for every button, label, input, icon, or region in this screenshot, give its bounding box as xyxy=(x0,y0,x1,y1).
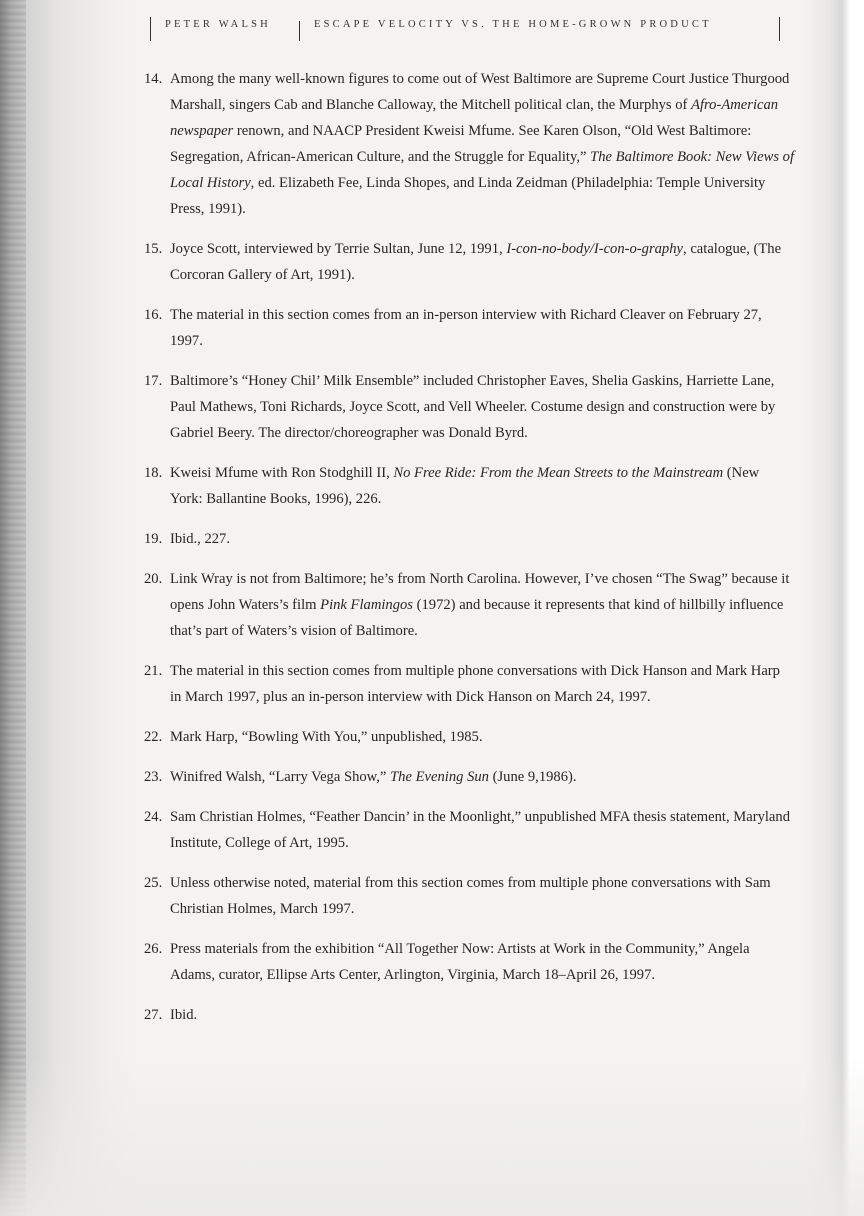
running-header xyxy=(150,17,780,41)
header-title: ESCAPE VELOCITY VS. THE HOME-GROWN PRODUCT xyxy=(314,19,712,30)
endnote-item xyxy=(144,764,794,790)
endnote-text-segment: (New York: Ballantine Books, 1996), 226. xyxy=(170,465,760,507)
endnote-text-segment: Press materials from the exhibition “All Together Now: Artists at Work in the Community,” Angela Adams, curator, Ellipse Arts Center, Arlington, Virginia, March 18–April 26, 1997. xyxy=(170,941,750,983)
endnote-item xyxy=(144,870,794,922)
endnote-number: 24. xyxy=(144,809,163,825)
endnote-text xyxy=(170,663,780,705)
endnote-text xyxy=(170,941,750,983)
endnote-item xyxy=(144,302,794,354)
endnote-number: 25. xyxy=(144,875,163,891)
endnote-item xyxy=(144,66,794,222)
endnote-text xyxy=(170,373,775,441)
endnote-item xyxy=(144,724,794,750)
endnote-text-segment: (June 9,1986). xyxy=(488,769,577,785)
endnote-text-segment: Sam Christian Holmes, “Feather Dancin’ in the Moonlight,” unpublished MFA thesis statement, Maryland Institute, College of Art, 1995. xyxy=(170,809,791,851)
endnote-text-segment: (1972) and because it represents that kind of hillbilly influence that’s part of Waters’s vision of Baltimore. xyxy=(170,597,784,639)
endnote-text-segment: Winifred Walsh, “Larry Vega Show,” xyxy=(170,769,391,785)
endnote-text xyxy=(170,307,762,349)
endnote-italic-title: No Free Ride: From the Mean Streets to the Mainstream xyxy=(393,465,724,481)
endnote-text-segment: Mark Harp, “Bowling With You,” unpublished, 1985. xyxy=(170,729,483,745)
endnote-text xyxy=(170,241,781,283)
endnote-number: 21. xyxy=(144,663,163,679)
endnote-item xyxy=(144,368,794,446)
endnote-number: 18. xyxy=(144,465,163,481)
header-divider xyxy=(299,21,300,41)
endnote-number: 16. xyxy=(144,307,163,323)
endnote-text-segment: Unless otherwise noted, material from this section comes from multiple phone conversations with Sam Christian Holmes, March 1997. xyxy=(170,875,771,917)
endnote-text-segment: Joyce Scott, interviewed by Terrie Sultan, June 12, 1991, xyxy=(170,241,507,257)
page-edge-texture xyxy=(0,0,26,1216)
header-author: PETER WALSH xyxy=(165,19,271,30)
page-right-edge xyxy=(804,0,864,1216)
endnote-number: 14. xyxy=(144,71,163,87)
endnote-text xyxy=(170,769,577,785)
endnote-text-segment: Among the many well-known figures to come out of West Baltimore are Supreme Court Justice Thurgood Marshall, singers Cab and Blanche Calloway, the Mitchell political clan, the Murphys of xyxy=(170,71,790,113)
endnote-italic-title: The Evening Sun xyxy=(390,769,489,785)
endnote-text xyxy=(170,1007,197,1023)
endnote-text xyxy=(170,71,794,217)
endnote-text-segment: renown, and NAACP President Kweisi Mfume. See Karen Olson, “Old West Baltimore: Segregation, African-American Culture, and the Struggle for Equality,” xyxy=(170,123,752,165)
endnote-item xyxy=(144,1002,794,1028)
endnote-item xyxy=(144,804,794,856)
endnote-text-segment: Ibid., 227. xyxy=(170,531,230,547)
endnote-text xyxy=(170,465,759,507)
endnote-text xyxy=(170,531,230,547)
endnote-text xyxy=(170,875,771,917)
endnote-text xyxy=(170,809,790,851)
endnote-item xyxy=(144,936,794,988)
endnote-item xyxy=(144,658,794,710)
endnote-text-segment: Ibid. xyxy=(170,1007,198,1023)
endnote-number: 26. xyxy=(144,941,163,957)
endnote-number: 15. xyxy=(144,241,163,257)
endnote-italic-title: I-con-no-body/I-con-o-graphy xyxy=(506,241,684,257)
endnote-item xyxy=(144,566,794,644)
endnote-item xyxy=(144,526,794,552)
endnote-item xyxy=(144,460,794,512)
endnote-number: 22. xyxy=(144,729,163,745)
endnote-text xyxy=(170,571,789,639)
endnote-number: 23. xyxy=(144,769,163,785)
page-bottom-shade xyxy=(0,1056,864,1216)
endnote-text-segment: , ed. Elizabeth Fee, Linda Shopes, and Linda Zeidman (Philadelphia: Temple University Press, 1991). xyxy=(170,175,766,217)
endnote-text-segment: The material in this section comes from multiple phone conversations with Dick Hanson and Mark Harp in March 1997, plus an in-person interview with Dick Hanson on March 24, 1997. xyxy=(170,663,780,705)
endnote-text-segment: Baltimore’s “Honey Chil’ Milk Ensemble” included Christopher Eaves, Shelia Gaskins, Harriette Lane, Paul Mathews, Toni Richards, Joyce Scott, and Vell Wheeler. Costume design and construction were by Gabriel Beery. The director/choreographer was Donald Byrd. xyxy=(170,373,776,441)
endnote-number: 27. xyxy=(144,1007,163,1023)
endnote-item xyxy=(144,236,794,288)
endnotes-list xyxy=(144,66,794,1042)
endnote-italic-title: The Baltimore Book: New Views of Local History xyxy=(170,149,795,191)
endnote-text-segment: Kweisi Mfume with Ron Stodghill II, xyxy=(170,465,394,481)
endnote-italic-title: Afro-American newspaper xyxy=(170,97,779,139)
endnote-text-segment: The material in this section comes from an in-person interview with Richard Cleaver on February 27, 1997. xyxy=(170,307,762,349)
endnote-text xyxy=(170,729,483,745)
endnote-text-segment: Link Wray is not from Baltimore; he’s from North Carolina. However, I’ve chosen “The Swag” because it opens John Waters’s film xyxy=(170,571,790,613)
endnote-number: 20. xyxy=(144,571,163,587)
endnote-text-segment: , catalogue, (The Corcoran Gallery of Art, 1991). xyxy=(170,241,782,283)
endnote-italic-title: Pink Flamingos xyxy=(320,597,413,613)
endnote-number: 17. xyxy=(144,373,163,389)
endnote-number: 19. xyxy=(144,531,163,547)
